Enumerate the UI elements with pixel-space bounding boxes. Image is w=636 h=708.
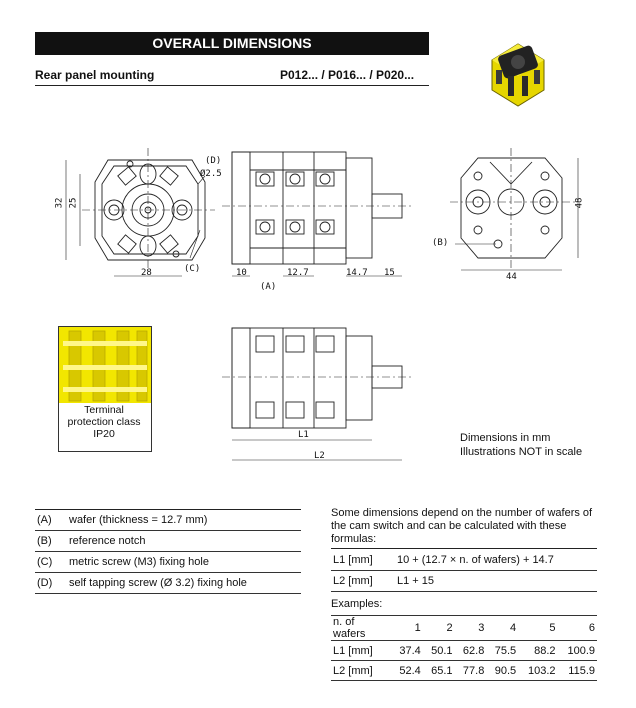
label-l2: L2	[314, 451, 325, 461]
terminal-protection-caption: Terminal protection class IP20	[67, 404, 141, 440]
label-width-28: 28	[141, 268, 152, 278]
label-width-14-7: 14.7	[346, 268, 368, 278]
label-width-10: 10	[236, 268, 247, 278]
label-width-44: 44	[506, 272, 517, 282]
bottom-side-view	[232, 328, 402, 428]
label-d: (D)	[205, 156, 222, 166]
header-rule	[35, 85, 429, 86]
dimension-note: Dimensions in mm Illustrations NOT in scale	[460, 432, 583, 458]
formula-row-l2: L2 [mm] L1 + 15	[331, 571, 597, 592]
label-width-12-7: 12.7	[287, 268, 309, 278]
table-row: n. of wafers 1 2 3 4 5 6	[333, 616, 595, 640]
label-width-15: 15	[384, 268, 395, 278]
label-l1: L1	[298, 430, 309, 440]
side-view	[232, 152, 402, 264]
formula-intro: Some dimensions depend on the number of wafers of the cam switch and can be calculated with these formulas:	[331, 507, 593, 545]
examples-table	[331, 615, 597, 681]
mounting-subtitle: Rear panel mounting	[35, 68, 155, 82]
label-height-25: 25	[68, 197, 79, 209]
table-row: L2 [mm] 52.4 65.1 77.8 90.5 103.2 115.9	[331, 661, 597, 681]
label-hole-diameter: Ø2.5	[200, 169, 222, 179]
label-height-48: 48	[574, 197, 585, 209]
formula-row-l1: L1 [mm] 10 + (12.7 × n. of wafers) + 14.7	[331, 550, 597, 571]
rear-view	[461, 158, 562, 258]
model-codes: P012... / P016... / P020...	[280, 68, 415, 82]
legend-row: (A) wafer (thickness = 12.7 mm)	[35, 510, 301, 531]
product-photo	[478, 30, 558, 110]
label-a: (A)	[260, 282, 277, 292]
legend-row: (B) reference notch	[35, 531, 301, 552]
terminal-protection-photo	[59, 327, 151, 403]
label-b: (B)	[432, 238, 449, 248]
label-c: (C)	[184, 264, 201, 274]
legend-row: (C) metric screw (M3) fixing hole	[35, 552, 301, 573]
label-height-32: 32	[54, 197, 65, 209]
legend-row: (D) self tapping screw (Ø 3.2) fixing hole	[35, 573, 301, 594]
table-row: L1 [mm] 37.4 50.1 62.8 75.5 88.2 100.9	[331, 641, 597, 661]
section-title: OVERALL DIMENSIONS	[35, 32, 429, 55]
formula-top-rule	[331, 548, 597, 549]
examples-title: Examples:	[331, 598, 383, 610]
